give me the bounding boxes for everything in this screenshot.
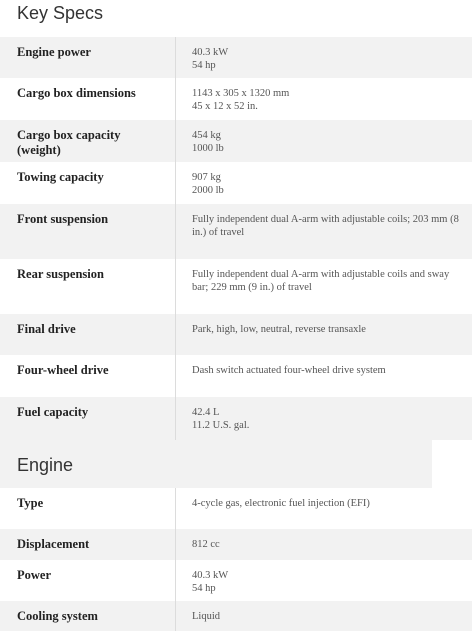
spec-row-engine-power <box>0 37 472 78</box>
spec-label: Towing capacity <box>0 162 176 204</box>
spec-label: Cargo box dimensions <box>0 78 176 120</box>
spec-value: 812 cc <box>192 539 220 550</box>
spec-value: Fully independent dual A-arm with adjustable coils and sway bar; 229 mm (9 in.) of travel <box>192 269 450 293</box>
spec-label: Type <box>0 488 176 529</box>
spec-label: Front suspension <box>0 204 176 259</box>
spec-value: 40.3 kW 54 hp <box>192 570 229 594</box>
spec-value: 907 kg 2000 lb <box>192 172 224 196</box>
spec-row-power <box>0 560 472 601</box>
spec-value: 42.4 L 11.2 U.S. gal. <box>192 407 250 431</box>
section-title-key-specs: Key Specs <box>17 3 104 23</box>
spec-label: Rear suspension <box>0 259 176 314</box>
spec-label: Displacement <box>0 529 176 560</box>
spec-value: 4-cycle gas, electronic fuel injection (EFI) <box>192 498 370 509</box>
spec-row-displacement <box>0 529 472 560</box>
spec-value: Park, high, low, neutral, reverse transaxle <box>192 324 366 335</box>
spec-value: Dash switch actuated four-wheel drive system <box>192 365 386 376</box>
spec-label: Final drive <box>0 314 176 355</box>
spec-value: Fully independent dual A-arm with adjustable coils; 203 mm (8 in.) of travel <box>192 214 459 238</box>
spec-row-rear-suspension <box>0 259 472 314</box>
spec-row-cargo-box-dimensions <box>0 78 472 120</box>
spec-label: Four-wheel drive <box>0 355 176 397</box>
spec-label: Fuel capacity <box>0 397 176 440</box>
spec-value: 454 kg 1000 lb <box>192 130 224 154</box>
spec-value: Liquid <box>192 611 220 622</box>
spec-label: Cooling system <box>0 601 176 631</box>
spec-row-towing-capacity <box>0 162 472 204</box>
spec-label: Cargo box capacity (weight) <box>0 120 176 162</box>
spec-row-type <box>0 488 472 529</box>
spec-row-fuel-capacity <box>0 397 472 440</box>
spec-row-final-drive <box>0 314 472 355</box>
engine-table <box>0 488 472 631</box>
spec-row-front-suspension <box>0 204 472 259</box>
spec-label: Engine power <box>0 37 176 78</box>
section-title-engine: Engine <box>0 440 432 488</box>
spec-row-four-wheel-drive <box>0 355 472 397</box>
spec-row-cargo-box-capacity <box>0 120 472 162</box>
spec-row-cooling-system <box>0 601 472 631</box>
key-specs-table <box>0 37 472 440</box>
spec-label: Power <box>0 560 176 601</box>
spec-value: 40.3 kW 54 hp <box>192 47 229 71</box>
spec-value: 1143 x 305 x 1320 mm 45 x 12 x 52 in. <box>192 88 290 112</box>
